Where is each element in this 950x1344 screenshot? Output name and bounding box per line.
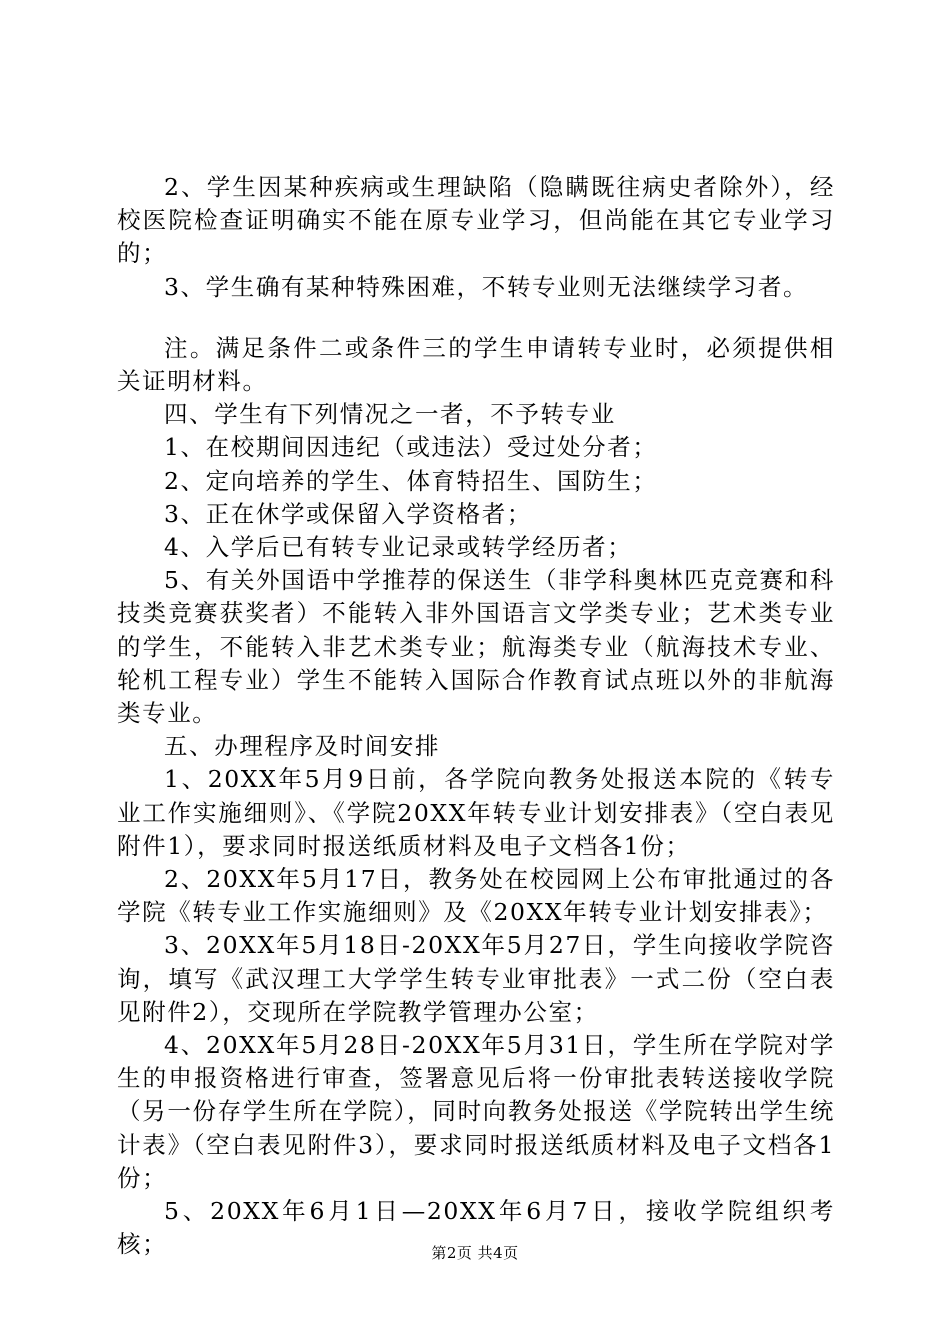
list-item-4-2: 2、定向培养的学生、体育特招生、国防生；: [164, 466, 658, 495]
list-item-5-4: 4、20XX年5月28日-20XX年5月31日，学生所在学院对学生的申报资格进行审查，签署意见后将一份审批表转送接收学院（另一份存学生所在学院），同时向教务处报送《学院转出学生统计表》（空白表见附件3），要求同时报送纸质材料及电子文档各1份；: [117, 1031, 835, 1192]
list-item-5-2: 2、20XX年5月17日，教务处在校园网上公布审批通过的各学院《转专业工作实施细则》及《20XX年转专业计划安排表》；: [117, 865, 835, 927]
paragraph-condition-3: 3、学生确有某种特殊困难，不转专业则无法继续学习者。: [164, 272, 809, 301]
list-item-5-1: 1、20XX年5月9日前，各学院向教务处报送本院的《转专业工作实施细则》、《学院20XX年转专业计划安排表》（空白表见附件1），要求同时报送纸质材料及电子文档各1份；: [117, 765, 835, 860]
list-item-4-4: 4、入学后已有转专业记录或转学经历者；: [164, 533, 633, 562]
list-item-5-3: 3、20XX年5月18日-20XX年5月27日，学生向接收学院咨询，填写《武汉理工大学学生转专业审批表》一式二份（空白表见附件2），交现所在学院教学管理办公室；: [117, 931, 835, 1026]
page-footer: 第2页 共4页: [431, 1244, 519, 1262]
list-item-4-5: 5、有关外国语中学推荐的保送生（非学科奥林匹克竞赛和科技类竞赛获奖者）不能转入非外国语言文学类专业；艺术类专业的学生，不能转入非艺术类专业；航海类专业（航海技术专业、轮机工程专业）学生不能转入国际合作教育试点班以外的非航海类专业。: [117, 566, 835, 728]
list-item-5-5: 5、20XX年6月1日—20XX年6月7日，接收学院组织考核；: [117, 1197, 835, 1259]
paragraph-note: 注。满足条件二或条件三的学生申请转专业时，必须提供相关证明材料。: [117, 333, 835, 396]
paragraph-condition-2: 2、学生因某种疾病或生理缺陷（隐瞒既往病史者除外），经校医院检查证明确实不能在原专业学习，但尚能在其它专业学习的；: [117, 173, 835, 268]
list-item-4-1: 1、在校期间因违纪（或违法）受过处分者；: [164, 433, 658, 462]
section-heading-4: 四、学生有下列情况之一者，不予转专业: [164, 400, 616, 429]
list-item-4-3: 3、正在休学或保留入学资格者；: [164, 499, 532, 528]
document-body: [117, 171, 835, 1262]
section-heading-5: 五、办理程序及时间安排: [164, 732, 441, 761]
